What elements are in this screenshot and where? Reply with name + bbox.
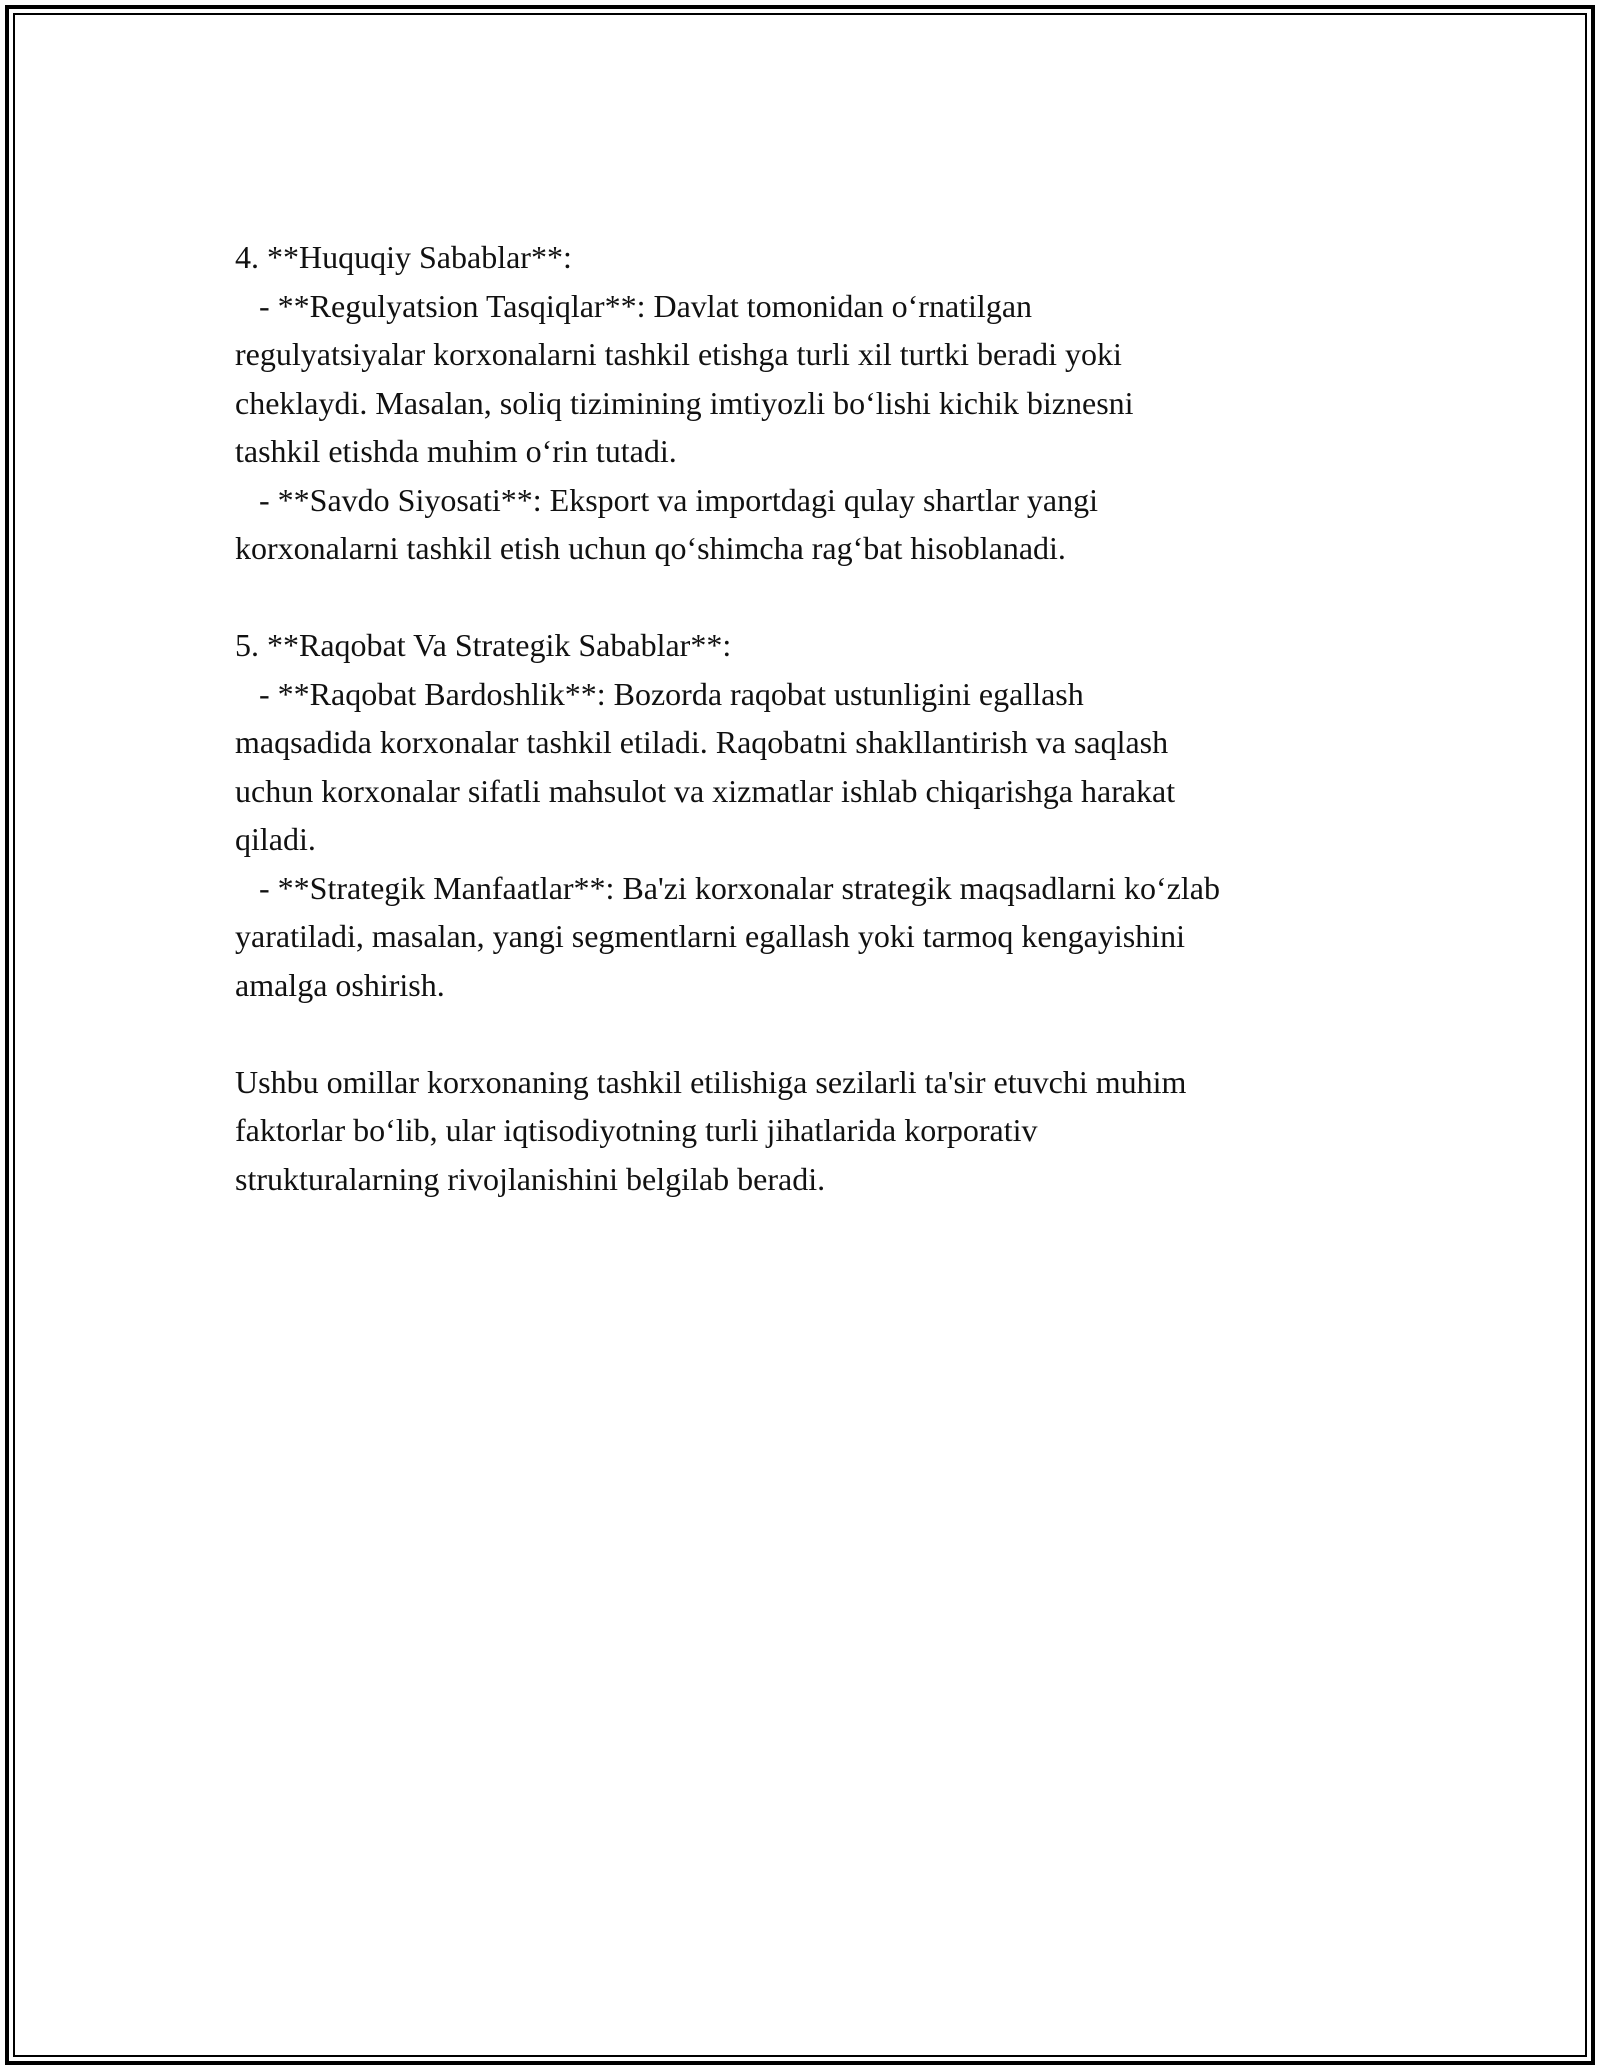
section-5-heading: 5. **Raqobat Va Strategik Sabablar**: [235, 627, 732, 663]
text-line: - **Raqobat Bardoshlik**: Bozorda raqobat ustunligini egallash [235, 675, 1084, 712]
conclusion-line: faktorlar bo‘lib, ular iqtisodiyotning turli jihatlarida korporativ [235, 1112, 1038, 1148]
conclusion-line: Ushbu omillar korxonaning tashkil etilishiga sezilarli ta'sir etuvchi muhim [235, 1063, 1187, 1100]
section-4-heading: 4. **Huquqiy Sabablar**: [235, 239, 572, 275]
text-line: amalga oshirish. [235, 966, 445, 1003]
document-body [235, 233, 1415, 1203]
blank-line [235, 573, 1415, 622]
conclusion-line: strukturalarning rivojlanishini belgilab beradi. [235, 1160, 826, 1197]
text-line: uchun korxonalar sifatli mahsulot va xizmatlar ishlab chiqarishga harakat [235, 772, 1176, 809]
blank-line [235, 1009, 1415, 1058]
text-line: - **Savdo Siyosati**: Eksport va importdagi qulay shartlar yangi [235, 481, 1098, 518]
text-line: yaratiladi, masalan, yangi segmentlarni egallash yoki tarmoq kengayishini [235, 918, 1185, 954]
text-line: maqsadida korxonalar tashkil etiladi. Raqobatni shakllantirish va saqlash [235, 724, 1169, 760]
text-line: qiladi. [235, 821, 316, 857]
text-line: regulyatsiyalar korxonalarni tashkil etishga turli xil turtki beradi yoki [235, 336, 1122, 372]
text-line: tashkil etishda muhim o‘rin tutadi. [235, 433, 677, 469]
text-line: cheklaydi. Masalan, soliq tizimining imtiyozli bo‘lishi kichik biznesni [235, 384, 1134, 421]
text-line: - **Regulyatsion Tasqiqlar**: Davlat tomonidan o‘rnatilgan [235, 287, 1033, 324]
text-line: korxonalarni tashkil etish uchun qo‘shimcha rag‘bat hisoblanadi. [235, 530, 1066, 566]
text-line: - **Strategik Manfaatlar**: Ba'zi korxonalar strategik maqsadlarni ko‘zlab [235, 869, 1220, 906]
